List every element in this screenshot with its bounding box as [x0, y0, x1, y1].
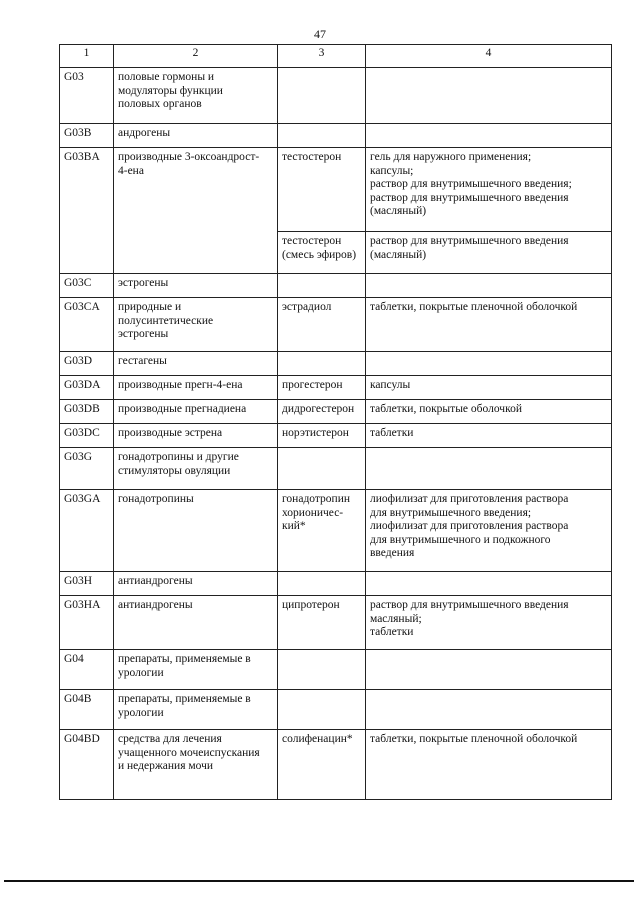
dosage-form-cell: таблетки, покрытые пленочной оболочкой — [366, 298, 612, 352]
drug-name-cell: эстрадиол — [278, 298, 366, 352]
dosage-form-cell: капсулы — [366, 376, 612, 400]
atc-code-cell: G04 — [60, 650, 114, 690]
drug-name-cell: прогестерон — [278, 376, 366, 400]
header-cell-4: 4 — [366, 45, 612, 68]
drug-name-cell: тестостерон — [278, 148, 366, 232]
dosage-form-cell — [366, 690, 612, 730]
group-name-cell: препараты, применяемые в урологии — [114, 690, 278, 730]
group-name-cell: гонадотропины и другие стимуляторы овуляции — [114, 448, 278, 490]
dosage-form-cell — [366, 124, 612, 148]
atc-code-cell: G04B — [60, 690, 114, 730]
drug-name-cell: норэтистерон — [278, 424, 366, 448]
drug-name-cell — [278, 690, 366, 730]
group-name-cell: производные прегнадиена — [114, 400, 278, 424]
table-body — [60, 68, 612, 800]
atc-code-cell: G03H — [60, 572, 114, 596]
header-cell-3: 3 — [278, 45, 366, 68]
atc-code-cell: G03D — [60, 352, 114, 376]
drug-name-cell: ципротерон — [278, 596, 366, 650]
drug-name-cell: дидрогестерон — [278, 400, 366, 424]
drug-name-cell — [278, 68, 366, 124]
atc-code-cell: G04BD — [60, 730, 114, 800]
dosage-form-cell — [366, 650, 612, 690]
drug-name-cell: тестостерон (смесь эфиров) — [278, 232, 366, 274]
atc-code-cell: G03HA — [60, 596, 114, 650]
dosage-form-cell: раствор для внутримышечного введения (масляный) — [366, 232, 612, 274]
dosage-form-cell — [366, 352, 612, 376]
atc-code-cell: G03DB — [60, 400, 114, 424]
drug-name-cell — [278, 572, 366, 596]
group-name-cell: производные прегн-4-ена — [114, 376, 278, 400]
dosage-form-cell — [366, 572, 612, 596]
dosage-form-cell: таблетки, покрытые пленочной оболочкой — [366, 730, 612, 800]
table-row — [60, 596, 612, 650]
atc-code-cell: G03DC — [60, 424, 114, 448]
group-name-cell: производные эстрена — [114, 424, 278, 448]
group-name-cell: производные 3-оксоандрост- 4-ена — [114, 148, 278, 274]
header-cell-2: 2 — [114, 45, 278, 68]
drug-name-cell — [278, 124, 366, 148]
table-header-row — [60, 45, 612, 68]
group-name-cell: средства для лечения учащенного мочеиспускания и недержания мочи — [114, 730, 278, 800]
table-row — [60, 572, 612, 596]
atc-code-cell: G03B — [60, 124, 114, 148]
group-name-cell: андрогены — [114, 124, 278, 148]
group-name-cell: природные и полусинтетические эстрогены — [114, 298, 278, 352]
atc-code-cell: G03CA — [60, 298, 114, 352]
table-row — [60, 68, 612, 124]
dosage-form-cell: раствор для внутримышечного введения масляный; таблетки — [366, 596, 612, 650]
group-name-cell: препараты, применяемые в урологии — [114, 650, 278, 690]
table-row — [60, 376, 612, 400]
dosage-form-cell: таблетки, покрытые оболочкой — [366, 400, 612, 424]
drug-table — [59, 44, 612, 800]
table-row — [60, 730, 612, 800]
atc-code-cell: G03DA — [60, 376, 114, 400]
page-number: 47 — [314, 27, 326, 41]
dosage-form-cell: таблетки — [366, 424, 612, 448]
table-row — [60, 400, 612, 424]
table-row — [60, 352, 612, 376]
drug-name-cell — [278, 650, 366, 690]
footer-rule — [4, 880, 634, 882]
table-row — [60, 490, 612, 572]
atc-code-cell: G03G — [60, 448, 114, 490]
atc-code-cell: G03C — [60, 274, 114, 298]
dosage-form-cell — [366, 68, 612, 124]
table-row — [60, 690, 612, 730]
group-name-cell: антиандрогены — [114, 596, 278, 650]
group-name-cell: половые гормоны и модуляторы функции половых органов — [114, 68, 278, 124]
table-row — [60, 298, 612, 352]
table-row — [60, 148, 612, 232]
header-cell-1: 1 — [60, 45, 114, 68]
drug-name-cell — [278, 352, 366, 376]
drug-name-cell — [278, 274, 366, 298]
dosage-form-cell: лиофилизат для приготовления раствора для внутримышечного введения; лиофилизат для приготовления раствора для внутримышечного и подкожного введения — [366, 490, 612, 572]
table-row — [60, 424, 612, 448]
dosage-form-cell: гель для наружного применения; капсулы; раствор для внутримышечного введения; раствор для внутримышечного введения (масляный) — [366, 148, 612, 232]
table-row — [60, 448, 612, 490]
group-name-cell: гонадотропины — [114, 490, 278, 572]
atc-code-cell: G03GA — [60, 490, 114, 572]
dosage-form-cell — [366, 448, 612, 490]
drug-name-cell: гонадотропин хорионичес- кий* — [278, 490, 366, 572]
table-row — [60, 124, 612, 148]
drug-name-cell — [278, 448, 366, 490]
group-name-cell: гестагены — [114, 352, 278, 376]
drug-name-cell: солифенацин* — [278, 730, 366, 800]
table-row — [60, 650, 612, 690]
table-row — [60, 274, 612, 298]
atc-code-cell: G03BA — [60, 148, 114, 274]
atc-code-cell: G03 — [60, 68, 114, 124]
group-name-cell: антиандрогены — [114, 572, 278, 596]
dosage-form-cell — [366, 274, 612, 298]
group-name-cell: эстрогены — [114, 274, 278, 298]
